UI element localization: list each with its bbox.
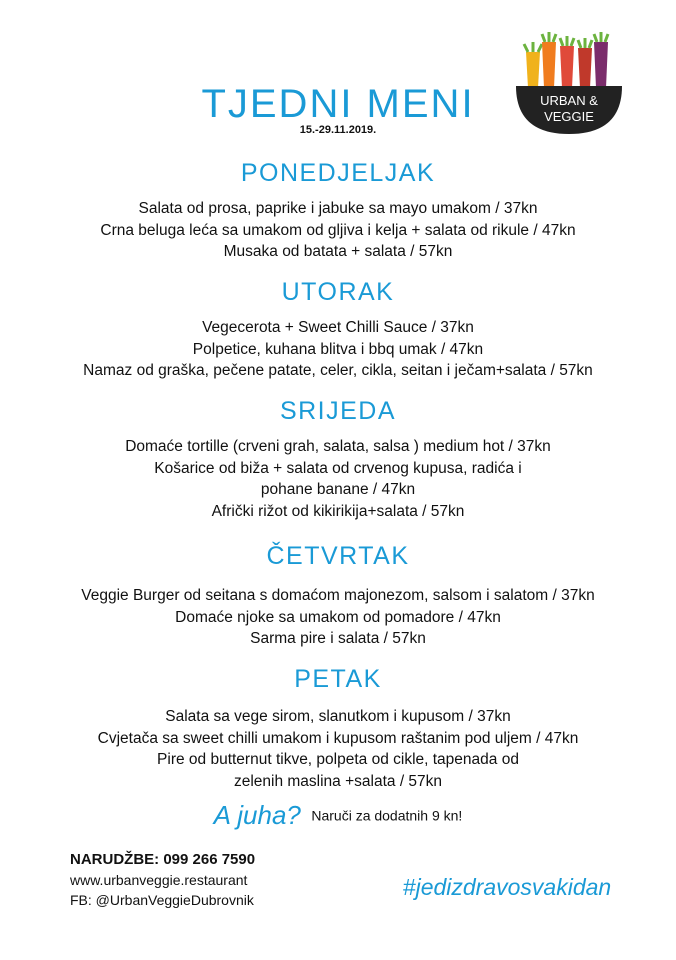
dish-list-friday bbox=[20, 706, 656, 792]
dish-list-thursday bbox=[20, 585, 656, 650]
day-heading-monday: PONEDJELJAK bbox=[240, 159, 436, 187]
dish-item: Veggie Burger od seitana s domaćom majonezom, salsom i salatom / 37kn bbox=[81, 587, 595, 604]
dish-item: Musaka od batata + salata / 57kn bbox=[223, 243, 453, 260]
facebook-link[interactable]: FB: @UrbanVeggieDubrovnik bbox=[70, 892, 254, 908]
dish-item: Crna beluga leća sa umakom od gljiva i kelja + salata od rikule / 47kn bbox=[100, 221, 576, 239]
dish-item: Vegecerota + Sweet Chilli Sauce / 37kn bbox=[202, 319, 474, 336]
menu-date: 15.-29.11.2019. bbox=[299, 124, 377, 136]
dish-item: Namaz od graška, pečene patate, celer, cikla, seitan i ječam+salata / 57kn bbox=[83, 362, 593, 379]
day-heading-tuesday: UTORAK bbox=[281, 278, 395, 306]
dish-item: Salata od prosa, paprike i jabuke sa mayo umakom / 37kn bbox=[138, 200, 538, 217]
contact-block bbox=[70, 850, 370, 910]
dish-item: pohane banane / 47kn bbox=[260, 481, 416, 498]
dish-item: Cvjetača sa sweet chilli umakom i kupusom raštanim pod uljem / 47kn bbox=[97, 729, 579, 747]
dish-item: zelenih maslina +salata / 57kn bbox=[233, 772, 443, 790]
hashtag: #jedizdravosvakidan bbox=[402, 874, 612, 900]
soup-text: Naruči za dodatnih 9 kn! bbox=[311, 807, 463, 824]
order-phone: NARUDŽBE: 099 266 7590 bbox=[70, 851, 256, 868]
dish-item: Košarice od biža + salata od crvenog kupusa, radića i bbox=[154, 459, 522, 477]
dish-list-tuesday bbox=[20, 317, 656, 382]
menu-title: TJEDNI MENI bbox=[201, 82, 475, 126]
dish-list-wednesday bbox=[20, 436, 656, 522]
logo-text-line2: VEGGIE bbox=[544, 109, 594, 124]
dish-list-monday bbox=[20, 198, 656, 263]
dish-item: Salata sa vege sirom, slanutkom i kupusom / 37kn bbox=[165, 708, 511, 725]
soup-note bbox=[0, 800, 676, 831]
dish-item: Sarma pire i salata / 57kn bbox=[250, 630, 426, 647]
dish-item: Polpetice, kuhana blitva i bbq umak / 47kn bbox=[192, 340, 484, 358]
day-heading-thursday: ČETVRTAK bbox=[266, 542, 410, 570]
day-heading-wednesday: SRIJEDA bbox=[279, 397, 397, 425]
soup-question: A juha? bbox=[213, 800, 301, 830]
dish-item: Afrički rižot od kikirikija+salata / 57kn bbox=[211, 502, 465, 520]
website-link[interactable]: www.urbanveggie.restaurant bbox=[70, 872, 248, 888]
logo-text-line1: URBAN & bbox=[540, 93, 598, 108]
dish-item: Domaće tortille (crveni grah, salata, salsa ) medium hot / 37kn bbox=[125, 438, 551, 455]
day-heading-friday: PETAK bbox=[294, 665, 382, 693]
dish-item: Domaće njoke sa umakom od pomadore / 47kn bbox=[175, 608, 501, 626]
dish-item: Pire od butternut tikve, polpeta od cikle, tapenada od bbox=[157, 751, 519, 768]
